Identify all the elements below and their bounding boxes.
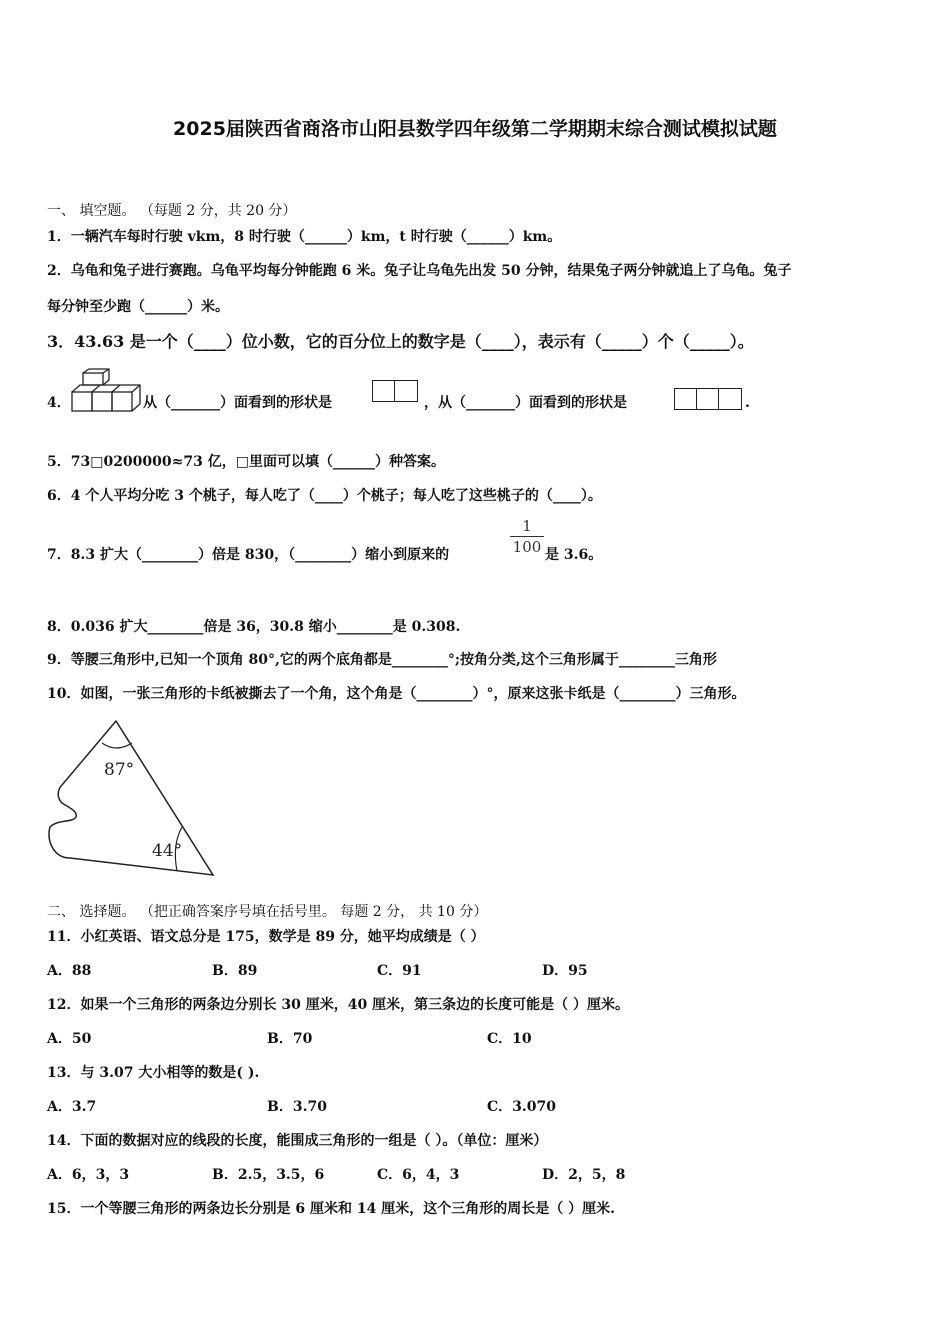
q13-option-a: A．3.7 xyxy=(47,1099,97,1115)
fraction-denominator: 100 xyxy=(512,538,542,556)
cube-stack-figure xyxy=(70,368,144,414)
page-title: 2025届陕西省商洛市山阳县数学四年级第二学期期末综合测试模拟试题 xyxy=(173,118,777,140)
question-1: 1．一辆汽车每时行驶 vkm，8 时行驶（______）km，t 时行驶（______）km。 xyxy=(47,229,562,245)
question-4-part-a: 从（_______）面看到的形状是 xyxy=(143,395,332,411)
question-11: 11．小红英语、语文总分是 175，数学是 89 分，她平均成绩是（ ） xyxy=(47,929,485,945)
question-15: 15．一个等腰三角形的两条边长分别是 6 厘米和 14 厘米，这个三角形的周长是（ ）厘米. xyxy=(47,1201,615,1217)
question-7-part-a: 7．8.3 扩大（________）倍是 830，（________）缩小到原来的 xyxy=(47,547,450,563)
q11-option-d: D．95 xyxy=(542,963,588,979)
q14-option-d: D．2，5，8 xyxy=(542,1167,626,1183)
three-square-view xyxy=(674,388,742,410)
q12-option-a: A．50 xyxy=(47,1031,92,1047)
question-4-end: . xyxy=(745,395,750,411)
question-7-part-b: 是 3.6。 xyxy=(545,547,603,563)
q14-option-b: B．2.5，3.5，6 xyxy=(212,1167,325,1183)
question-4-part-b: ，从（_______）面看到的形状是 xyxy=(424,395,627,411)
q11-option-a: A．88 xyxy=(47,963,92,979)
q13-option-b: B．3.70 xyxy=(267,1099,327,1115)
question-2-line-2: 每分钟至少跑（______）米。 xyxy=(47,299,229,315)
question-8: 8．0.036 扩大________倍是 36，30.8 缩小________是 0.308. xyxy=(47,619,461,635)
question-12: 12．如果一个三角形的两条边分别长 30 厘米，40 厘米，第三条边的长度可能是（ ）厘米。 xyxy=(47,997,629,1013)
torn-triangle-figure xyxy=(40,715,230,885)
q12-option-c: C．10 xyxy=(487,1031,532,1047)
question-3: 3．43.63 是一个（____）位小数，它的百分位上的数字是（____），表示有（_____）个（_____）。 xyxy=(47,332,754,351)
question-4-number: 4． xyxy=(47,395,71,411)
question-14: 14．下面的数据对应的线段的长度，能围成三角形的一组是（ ）。（单位：厘米） xyxy=(47,1133,548,1149)
fraction-one-hundredth xyxy=(510,517,544,556)
section-2-heading: 二、 选择题。 （把正确答案序号填在括号里。 每题 2 分， 共 10 分） xyxy=(47,904,488,920)
question-13: 13．与 3.07 大小相等的数是( ). xyxy=(47,1065,260,1081)
fraction-numerator: 1 xyxy=(510,517,544,537)
q14-option-a: A．6，3，3 xyxy=(47,1167,130,1183)
section-1-heading: 一、 填空题。 （每题 2 分，共 20 分） xyxy=(47,203,297,219)
angle-label-bottom: 44° xyxy=(152,841,183,861)
q12-option-b: B．70 xyxy=(267,1031,313,1047)
q14-option-c: C．6，4，3 xyxy=(377,1167,460,1183)
q11-option-b: B．89 xyxy=(212,963,258,979)
two-square-view xyxy=(372,380,418,402)
question-10: 10．如图，一张三角形的卡纸被撕去了一个角，这个角是（________）°，原来这张卡纸是（________）三角形。 xyxy=(47,686,746,702)
question-5: 5．73□0200000≈73 亿，□里面可以填（______）种答案。 xyxy=(47,454,445,470)
q13-option-c: C．3.070 xyxy=(487,1099,556,1115)
question-9: 9．等腰三角形中,已知一个顶角 80°,它的两个底角都是________°;按角分类,这个三角形属于________三角形 xyxy=(47,652,717,668)
angle-label-top: 87° xyxy=(104,760,135,780)
q11-option-c: C．91 xyxy=(377,963,422,979)
question-2-line-1: 2．乌龟和兔子进行赛跑。乌龟平均每分钟能跑 6 米。兔子让乌龟先出发 50 分钟，结果兔子两分钟就追上了乌龟。兔子 xyxy=(47,263,792,279)
question-6: 6．4 个人平均分吃 3 个桃子，每人吃了（____）个桃子；每人吃了这些桃子的（____）。 xyxy=(47,488,602,504)
